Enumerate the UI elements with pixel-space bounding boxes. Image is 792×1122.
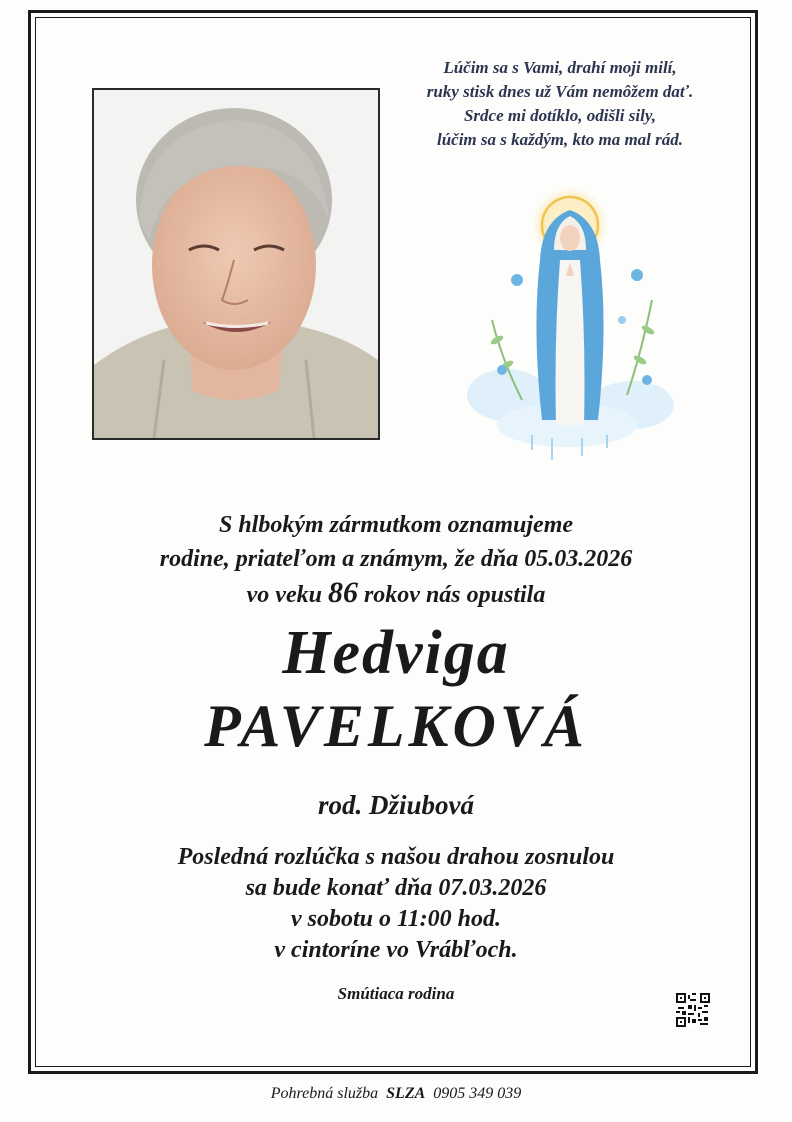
funeral-line: sa bude konať dňa 07.03.2026 bbox=[245, 875, 547, 901]
maiden-name: rod. Džiubová bbox=[317, 790, 474, 820]
poem-line: Srdce mi dotíklo, odišli sily, bbox=[463, 106, 657, 125]
funeral-line: v cintoríne vo Vrábľoch. bbox=[274, 937, 518, 963]
deceased-first-name: Hedviga bbox=[282, 619, 510, 687]
funeral-line: Posledná rozlúčka s našou drahou zosnulou bbox=[177, 844, 615, 870]
qr-code-icon[interactable] bbox=[676, 993, 710, 1027]
signature: Smútiaca rodina bbox=[337, 984, 455, 1003]
age-prefix: vo veku bbox=[246, 582, 322, 608]
poem-line: Lúčim sa s Vami, drahí moji milí, bbox=[443, 58, 677, 77]
portrait-photo bbox=[92, 88, 380, 440]
announcement-age-line bbox=[0, 576, 792, 612]
poem-line: lúčim sa s každým, kto ma mal rád. bbox=[436, 130, 684, 149]
age-value: 86 bbox=[327, 576, 358, 609]
announcement-line: rodine, priateľom a známym, že dňa 05.03.2026 bbox=[159, 546, 633, 572]
funeral-service-footer bbox=[0, 1085, 792, 1103]
funeral-line: v sobotu o 11:00 hod. bbox=[290, 906, 502, 932]
age-suffix: rokov nás opustila bbox=[363, 582, 546, 608]
announcement-line: S hlbokým zármutkom oznamujeme bbox=[218, 512, 574, 538]
footer-company: SLZA bbox=[386, 1085, 426, 1102]
poem-line: ruky stisk dnes už Vám nemôžem dať. bbox=[426, 82, 694, 101]
footer-phone: 0905 349 039 bbox=[433, 1085, 522, 1102]
deceased-surname: PAVELKOVÁ bbox=[204, 693, 588, 759]
footer-prefix: Pohrebná služba bbox=[270, 1085, 379, 1102]
funeral-details bbox=[0, 842, 792, 966]
poem bbox=[380, 56, 740, 152]
madonna-illustration bbox=[462, 180, 682, 470]
